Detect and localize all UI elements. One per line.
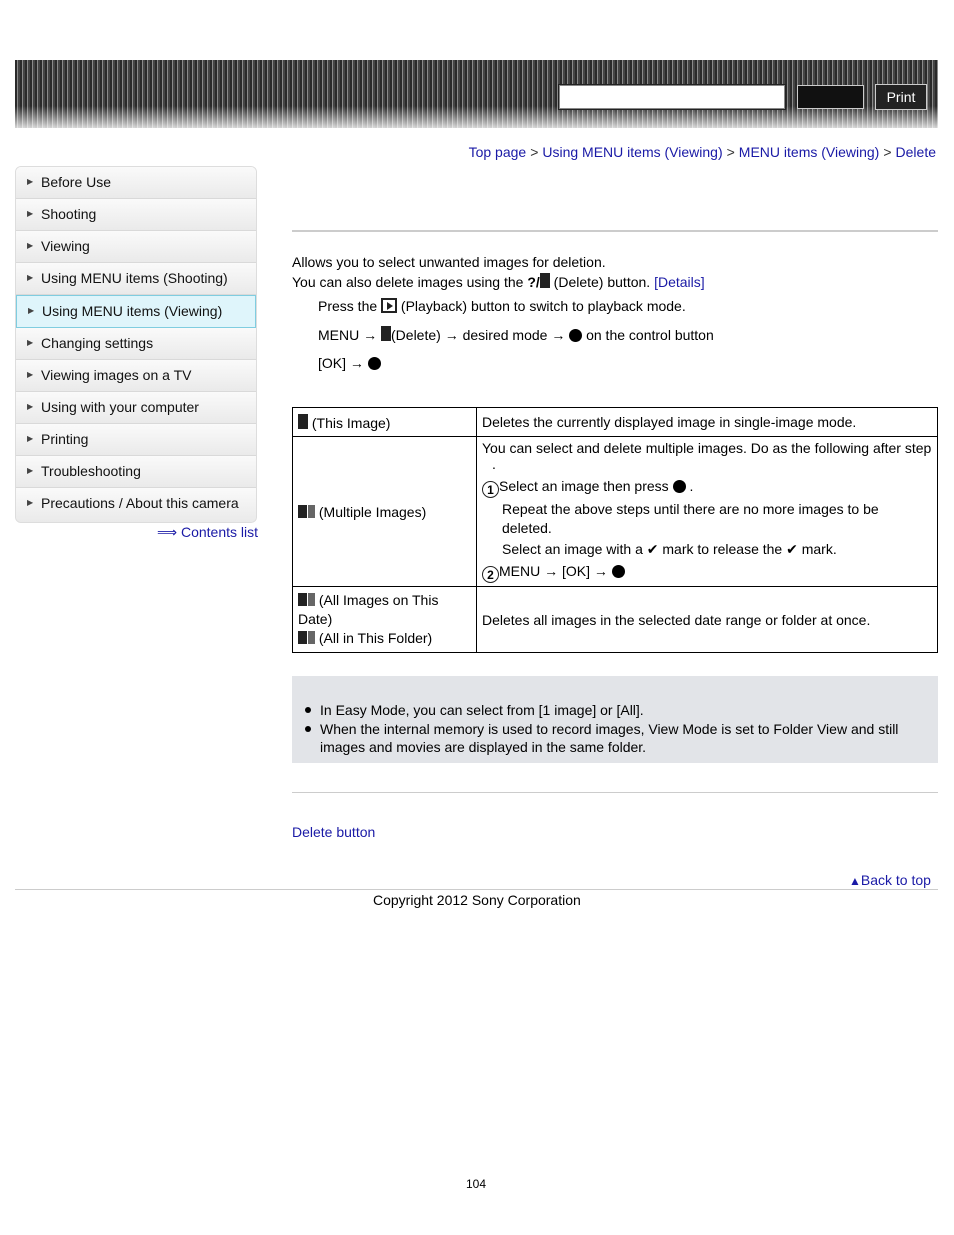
back-to-top[interactable] bbox=[849, 872, 931, 888]
triangle-right-icon: ▶ bbox=[27, 402, 34, 411]
sidebar-item-viewing[interactable] bbox=[16, 231, 256, 263]
triangle-right-icon: ▶ bbox=[27, 498, 34, 507]
triangle-right-icon: ▶ bbox=[27, 338, 34, 347]
mode-cell bbox=[293, 587, 477, 653]
intro-line-2-post: (Delete) button. bbox=[549, 274, 655, 290]
mode-cell bbox=[293, 408, 477, 437]
step-2-end: on the control button bbox=[586, 327, 714, 343]
triangle-right-icon: ▶ bbox=[27, 241, 34, 250]
circled-two-icon: 2 bbox=[482, 566, 499, 583]
breadcrumb bbox=[469, 144, 936, 160]
sidebar-item-label: Using with your computer bbox=[41, 399, 199, 415]
sidebar-item-computer[interactable] bbox=[16, 392, 256, 424]
desc-cell: Deletes the currently displayed image in single-image mode. bbox=[477, 408, 938, 437]
sidebar-item-before-use[interactable] bbox=[16, 167, 256, 199]
sidebar-item-menu-viewing[interactable] bbox=[16, 295, 256, 328]
arrow-right-icon: → bbox=[349, 355, 364, 371]
sidebar-item-label: Using MENU items (Viewing) bbox=[42, 303, 223, 319]
substep-2 bbox=[482, 562, 932, 583]
delete-button-link[interactable]: Delete button bbox=[292, 824, 376, 840]
trash-icon bbox=[381, 326, 391, 341]
triangle-right-icon: ▶ bbox=[27, 434, 34, 443]
circled-one-icon: 1 bbox=[482, 481, 499, 498]
breadcrumb-separator: > bbox=[883, 144, 892, 160]
related-divider bbox=[292, 792, 938, 793]
title-divider bbox=[292, 230, 938, 232]
print-button[interactable]: Print bbox=[875, 84, 927, 110]
list-item: When the internal memory is used to record images, View Mode is set to Folder View and still images and movies are displayed in the same folder. bbox=[302, 720, 922, 756]
substep-2-ok: [OK] bbox=[562, 563, 591, 579]
mode-cell bbox=[293, 437, 477, 587]
checkmark-icon: ✔ bbox=[786, 541, 798, 557]
triangle-right-icon: ▶ bbox=[27, 273, 34, 282]
breadcrumb-using-menu-viewing[interactable]: Using MENU items (Viewing) bbox=[542, 144, 723, 160]
triangle-right-icon: ▶ bbox=[27, 466, 34, 475]
trash-icon bbox=[540, 273, 550, 288]
breadcrumb-delete[interactable]: Delete bbox=[895, 144, 936, 160]
sidebar-item-menu-shooting[interactable] bbox=[16, 263, 256, 295]
table-row bbox=[293, 408, 938, 437]
triangle-up-icon: ▲ bbox=[849, 874, 861, 888]
sidebar-item-changing-settings[interactable] bbox=[16, 328, 256, 360]
desc-cell bbox=[477, 437, 938, 587]
table-row bbox=[293, 437, 938, 587]
sidebar-item-shooting[interactable] bbox=[16, 199, 256, 231]
substep-1-text: Select an image then press bbox=[499, 478, 669, 494]
sidebar-item-label: Printing bbox=[41, 431, 89, 447]
sidebar-item-label: Shooting bbox=[41, 206, 97, 222]
page-number: 104 bbox=[466, 1177, 487, 1191]
substep-1 bbox=[482, 477, 932, 498]
triangle-right-icon: ▶ bbox=[27, 370, 34, 379]
contents-list-label[interactable]: Contents list bbox=[180, 524, 259, 540]
mode-label: (All in This Folder) bbox=[318, 630, 433, 646]
arrow-right-icon: → bbox=[363, 327, 378, 343]
release-post: mark. bbox=[801, 541, 837, 557]
list-item: In Easy Mode, you can select from [1 image] or [All]. bbox=[302, 701, 922, 719]
playback-icon bbox=[381, 298, 397, 313]
folder-trash-icon bbox=[298, 631, 315, 644]
step-2-delete: (Delete) bbox=[391, 327, 441, 343]
breadcrumb-menu-items-viewing[interactable]: MENU items (Viewing) bbox=[738, 144, 880, 160]
sidebar-item-label: Viewing bbox=[41, 238, 90, 254]
step-2-mode: desired mode bbox=[462, 327, 548, 343]
notes-box bbox=[292, 676, 938, 763]
release-mid: mark to release the bbox=[662, 541, 783, 557]
back-to-top-link[interactable]: Back to top bbox=[860, 872, 931, 888]
mode-label: (All Images on This Date) bbox=[298, 592, 439, 627]
sidebar-item-label: Before Use bbox=[41, 174, 112, 190]
desc-line: You can select and delete multiple images. Do as the following after step bbox=[482, 440, 932, 456]
arrow-right-icon: → bbox=[544, 563, 559, 579]
search-button[interactable] bbox=[797, 85, 864, 109]
trash-icon bbox=[298, 414, 308, 429]
substep-1-end: . bbox=[689, 478, 694, 494]
step-1 bbox=[318, 298, 686, 314]
desc-line: . bbox=[492, 456, 496, 472]
copyright: Copyright 2012 Sony Corporation bbox=[373, 892, 581, 908]
step-3 bbox=[318, 355, 381, 371]
arrow-right-icon: → bbox=[593, 563, 608, 579]
intro-line-2 bbox=[292, 273, 705, 290]
checkmark-icon: ✔ bbox=[646, 541, 659, 557]
breadcrumb-top-page[interactable]: Top page bbox=[468, 144, 527, 160]
center-button-icon bbox=[368, 357, 381, 370]
arrow-right-icon: ⟹ bbox=[157, 524, 178, 540]
footer-divider bbox=[15, 889, 938, 890]
notes-list bbox=[302, 701, 922, 757]
desc-cell: Deletes all images in the selected date range or folder at once. bbox=[477, 587, 938, 653]
mode-label: (This Image) bbox=[311, 414, 391, 431]
step-2-menu: MENU bbox=[318, 327, 360, 343]
sidebar-item-label: Viewing images on a TV bbox=[41, 367, 192, 383]
center-button-icon bbox=[612, 565, 625, 578]
step-3-ok: [OK] bbox=[318, 355, 347, 371]
breadcrumb-separator: > bbox=[726, 144, 735, 160]
sidebar-item-precautions[interactable] bbox=[16, 488, 256, 522]
sidebar-item-troubleshooting[interactable] bbox=[16, 456, 256, 488]
sidebar-nav bbox=[15, 166, 257, 523]
date-trash-icon bbox=[298, 593, 315, 606]
intro-line-1: Allows you to select unwanted images for deletion. bbox=[292, 254, 606, 270]
delete-modes-table bbox=[292, 407, 938, 653]
release-pre: Select an image with a bbox=[502, 541, 643, 557]
step-1-pre: Press the bbox=[318, 298, 382, 314]
repeat-line: Repeat the above steps until there are no more images to be deleted. bbox=[502, 501, 879, 536]
details-link[interactable]: [Details] bbox=[654, 274, 705, 290]
contents-list-link[interactable] bbox=[157, 524, 258, 541]
multiple-images-trash-icon bbox=[298, 505, 315, 518]
sidebar-item-viewing-tv[interactable] bbox=[16, 360, 256, 392]
sidebar-item-label: Using MENU items (Shooting) bbox=[41, 270, 228, 286]
center-button-icon bbox=[673, 480, 686, 493]
sidebar-item-printing[interactable] bbox=[16, 424, 256, 456]
sidebar-item-label: Changing settings bbox=[41, 335, 154, 351]
triangle-right-icon: ▶ bbox=[27, 209, 34, 218]
sidebar-item-label: Precautions / About this camera bbox=[41, 495, 239, 511]
mode-label: (Multiple Images) bbox=[318, 503, 427, 520]
breadcrumb-separator: > bbox=[530, 144, 539, 160]
step-1-post: (Playback) button to switch to playback mode. bbox=[397, 298, 686, 314]
triangle-right-icon: ▶ bbox=[27, 177, 34, 186]
substep-2-menu: MENU bbox=[499, 563, 541, 579]
search-input[interactable] bbox=[559, 85, 785, 109]
center-button-icon bbox=[569, 329, 582, 342]
table-row bbox=[293, 587, 938, 653]
sidebar-item-label: Troubleshooting bbox=[41, 463, 141, 479]
triangle-right-icon: ▶ bbox=[28, 306, 35, 315]
intro-line-2-pre: You can also delete images using the bbox=[292, 274, 528, 290]
help-delete-icon-text: ?/ bbox=[527, 274, 540, 290]
arrow-right-icon: → bbox=[444, 327, 459, 343]
step-2 bbox=[318, 326, 714, 343]
arrow-right-icon: → bbox=[551, 327, 566, 343]
release-line bbox=[482, 540, 932, 559]
